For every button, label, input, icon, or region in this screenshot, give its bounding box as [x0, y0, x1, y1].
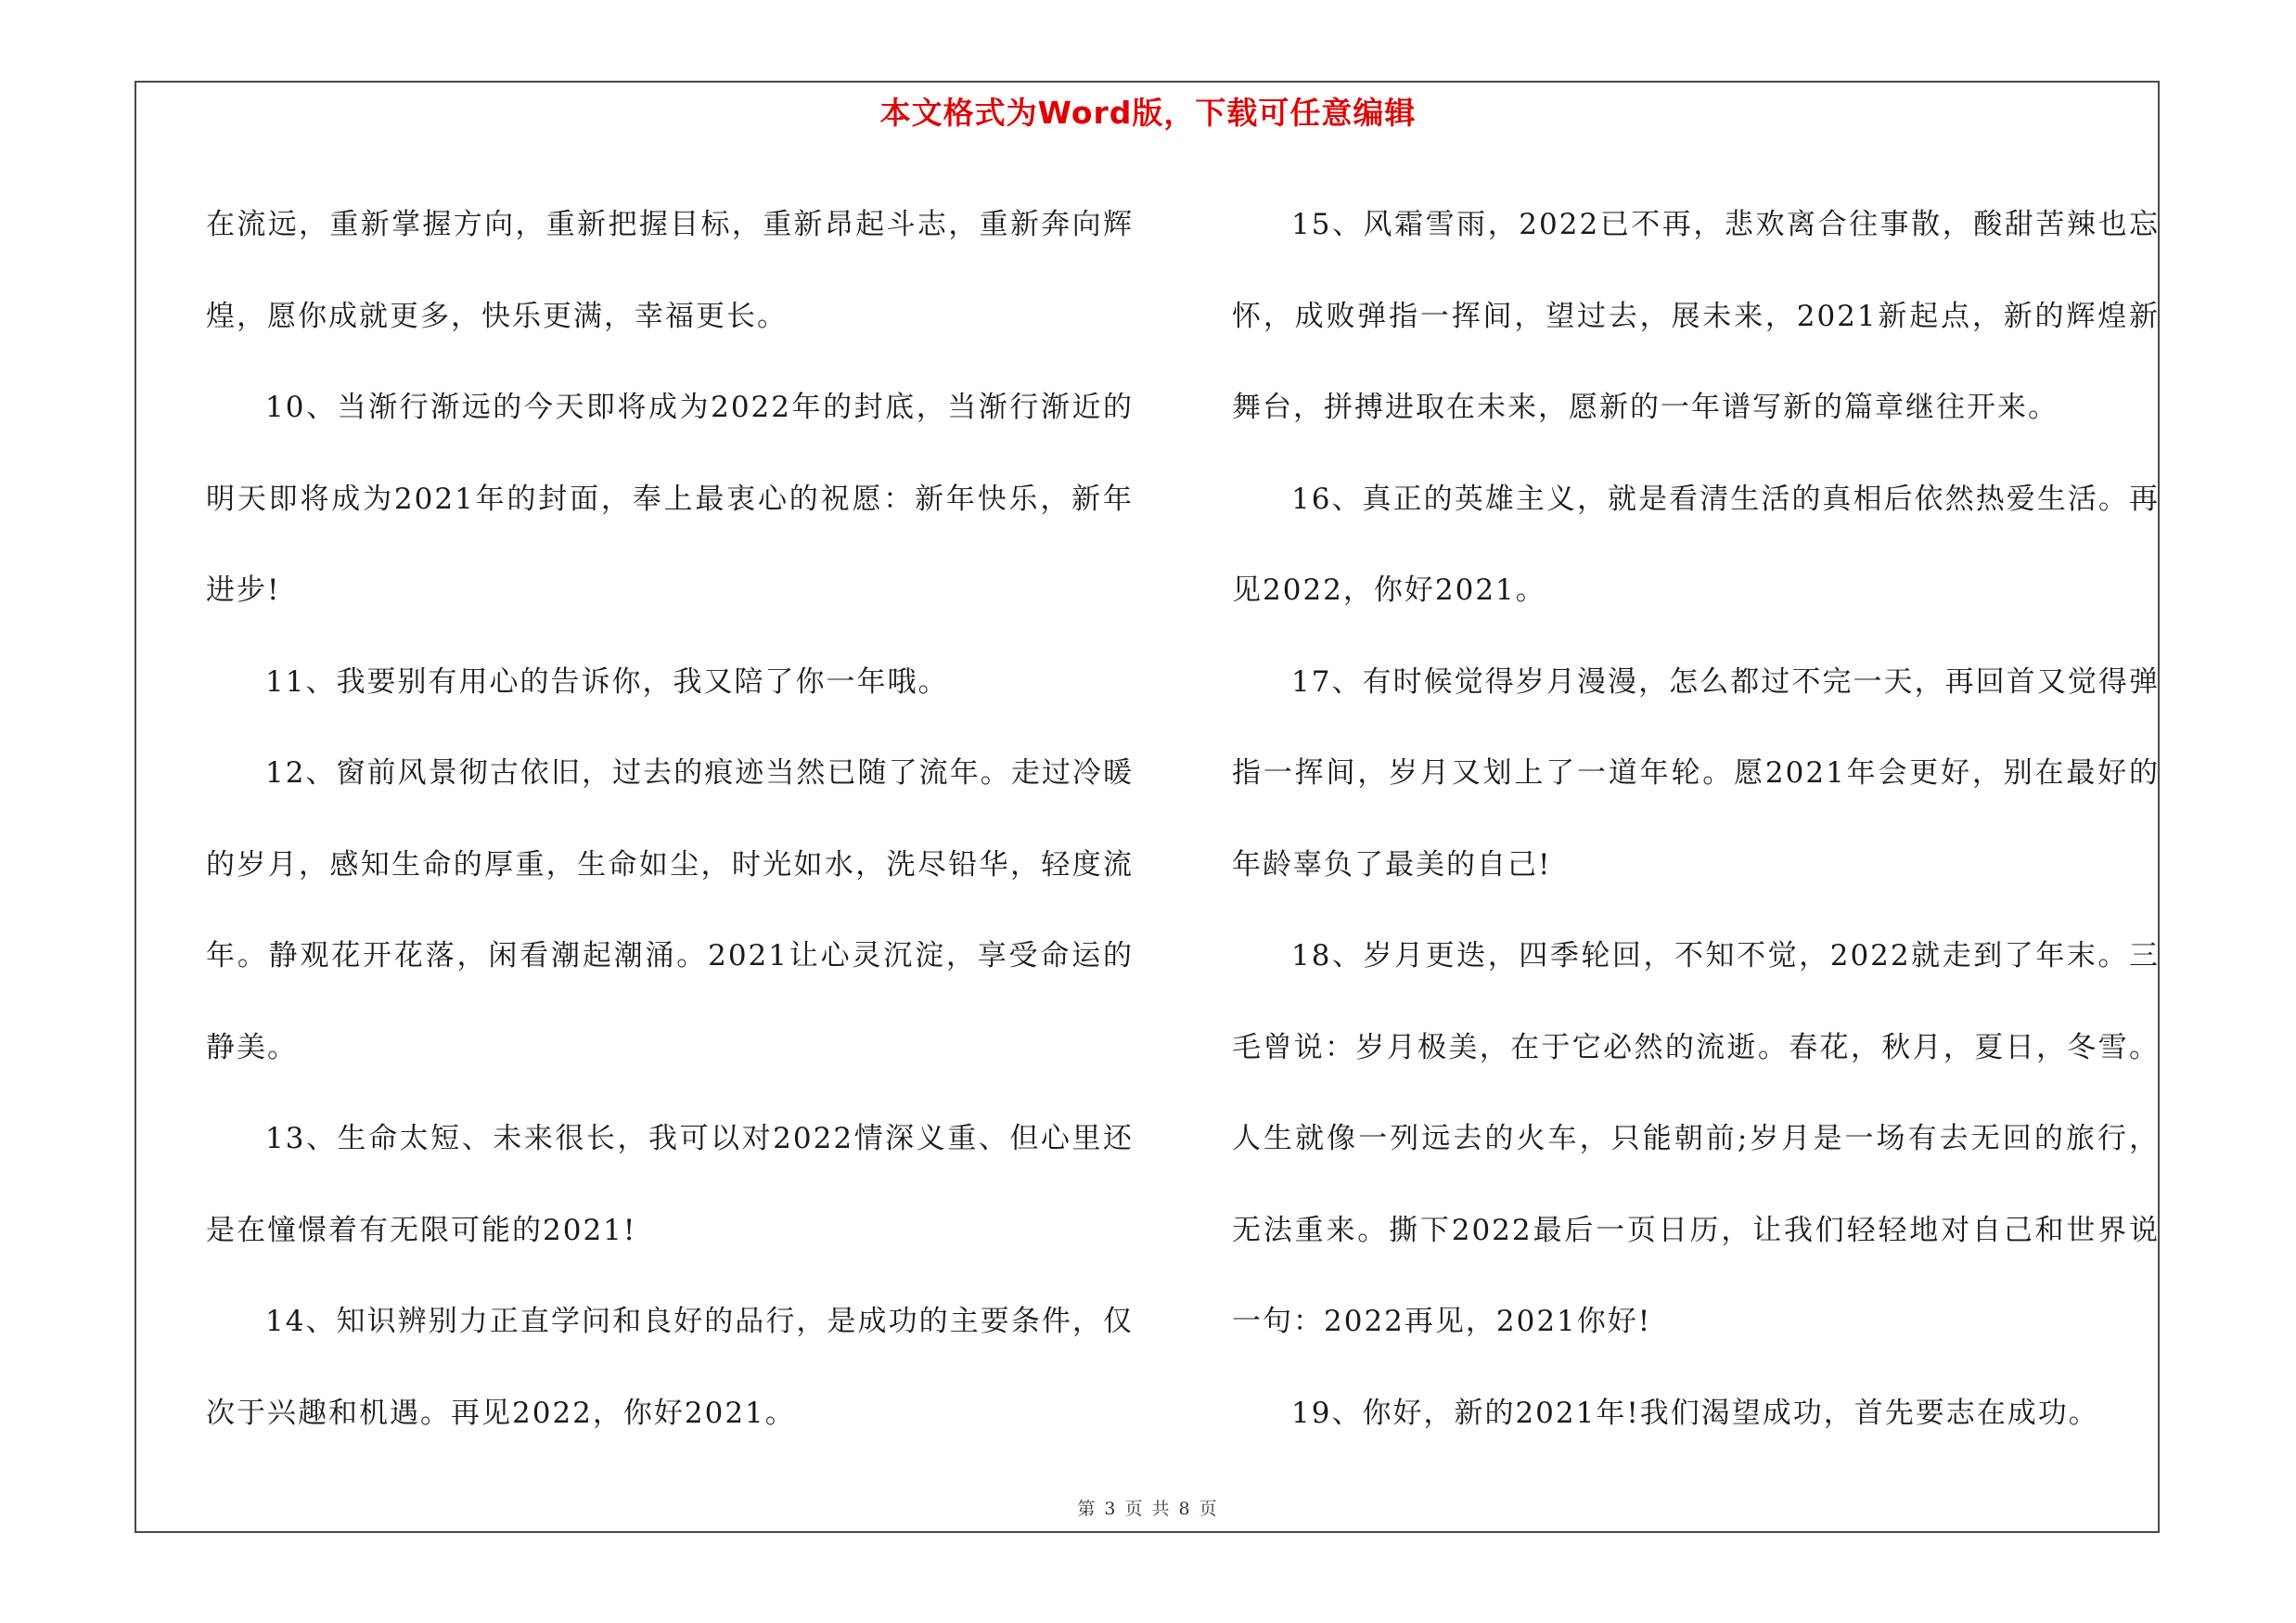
paragraph-left-1: 10、当渐行渐远的今天即将成为2022年的封底，当渐行渐近的明天即将成为2021年的封面，奉上最衷心的祝愿：新年快乐，新年进步!	[206, 391, 1134, 607]
left-column	[206, 179, 1134, 1459]
page-number: 第 3 页 共 8 页	[1077, 1499, 1219, 1519]
paragraph-left-3: 12、窗前风景彻古依旧，过去的痕迹当然已随了流年。走过冷暖的岁月，感知生命的厚重，生命如尘，时光如水，洗尽铅华，轻度流年。静观花开花落，闲看潮起潮涌。2021让心灵沉淀，享受命运的静美。	[206, 756, 1134, 1064]
paragraph-left-4: 13、生命太短、未来很长，我可以对2022情深义重、但心里还是在憧憬着有无限可能的2021!	[206, 1122, 1134, 1247]
paragraph-left-0: 在流远，重新掌握方向，重新把握目标，重新昂起斗志，重新奔向辉煌，愿你成就更多，快乐更满，幸福更长。	[206, 208, 1134, 333]
paragraph-right-0: 15、风霜雪雨，2022已不再，悲欢离合往事散，酸甜苦辣也忘怀，成败弹指一挥间，望过去，展未来，2021新起点，新的辉煌新舞台，拼搏进取在未来，愿新的一年谱写新的篇章继往开来。	[1232, 208, 2160, 424]
paragraph-left-2: 11、我要别有用心的告诉你，我又陪了你一年哦。	[265, 664, 949, 699]
paragraph-right-1: 16、真正的英雄主义，就是看清生活的真相后依然热爱生活。再见2022，你好2021。	[1232, 482, 2160, 607]
right-column	[1232, 179, 2160, 1459]
paragraph-left-5: 14、知识辨别力正直学问和良好的品行，是成功的主要条件，仅次于兴趣和机遇。再见2022，你好2021。	[206, 1305, 1134, 1430]
paragraph-right-3: 18、岁月更迭，四季轮回，不知不觉，2022就走到了年末。三毛曾说：岁月极美，在于它必然的流逝。春花，秋月，夏日，冬雪。人生就像一列远去的火车，只能朝前;岁月是一场有去无回的旅行，无法重来。撕下2022最后一页日历，让我们轻轻地对自己和世界说一句：2022再见，2021你好!	[1232, 939, 2160, 1338]
format-notice: 本文格式为Word版，下载可任意编辑	[879, 95, 1417, 131]
paragraph-right-4: 19、你好，新的2021年!我们渴望成功，首先要志在成功。	[1291, 1396, 2099, 1430]
paragraph-right-2: 17、有时候觉得岁月漫漫，怎么都过不完一天，再回首又觉得弹指一挥间，岁月又划上了一道年轮。愿2021年会更好，别在最好的年龄辜负了最美的自己!	[1232, 664, 2160, 882]
